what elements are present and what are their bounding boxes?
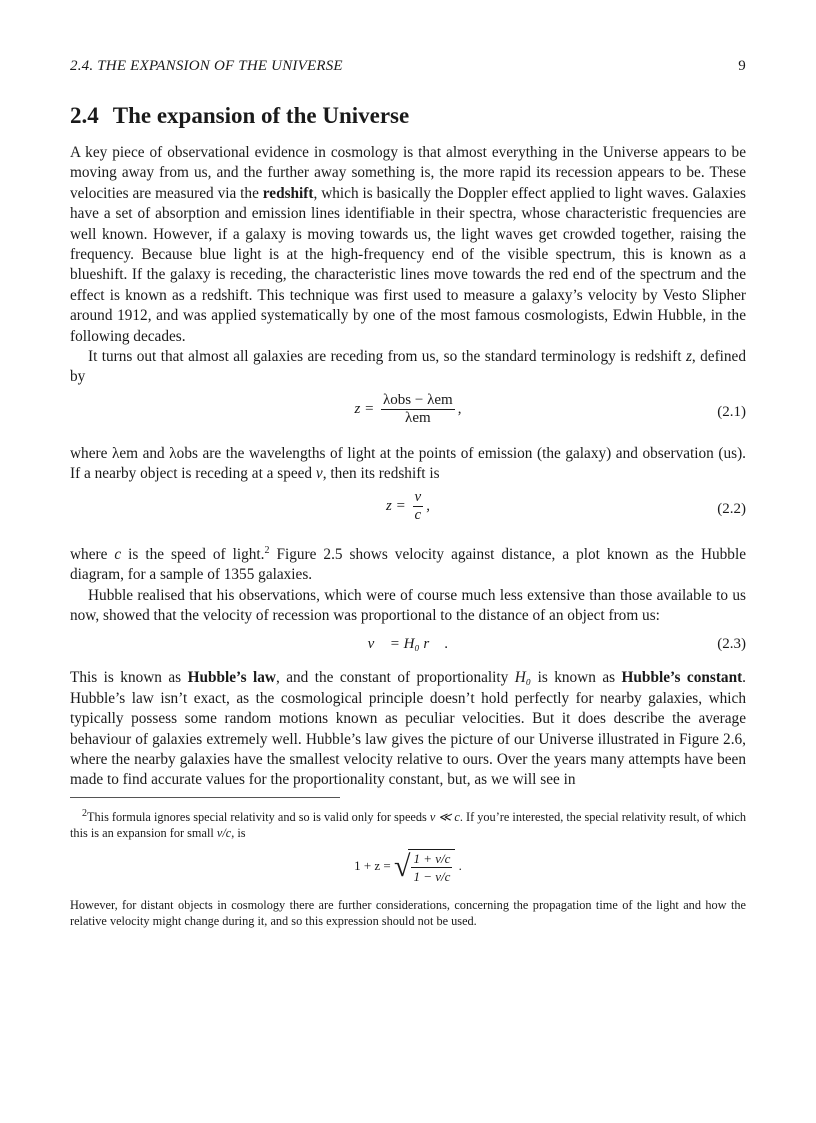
page xyxy=(70,58,746,929)
paragraph-redshift: A key piece of observational evidence in cosmology is that almost everything in the Universe appears to be moving away from us, and the further away something is, the more rapid its recession appears to be. These velocities are measured via the redshift, which is basically the Doppler effect applied to light waves. Galaxies have a set of absorption and emission lines identifiable in their spectra, whose characteristic frequencies are well known. However, if a galaxy is moving towards us, the light waves get crowded together, raising the frequency. Because blue light is at the high-frequency end of the visible spectrum, this is known as a blueshift. If the galaxy is receding, the characteristic lines move towards the red end of the spectrum and the effect is known as a redshift. This technique was first used to measure a galaxy’s velocity by Vesto Slipher around 1912, and was applied systematically by one of the most famous cosmologists, Edwin Hubble, in the following decades. xyxy=(70,144,746,345)
equation-label: (2.2) xyxy=(717,500,746,517)
section-number: 2.4 xyxy=(70,103,99,128)
footnote-ref: 2 xyxy=(264,544,270,556)
footnote-equation: 1 + z = √ $\frac{1 + v/c}{1 - v/c}$ . xyxy=(354,849,462,884)
footnote-mark: 2 xyxy=(82,807,87,819)
paragraph-speed-of-light: where c is the speed of light.$^2$ Figure 2.5 shows velocity against distance, a plot known as the Hubble diagram, for a sample of 1355 galaxies. xyxy=(70,544,746,584)
equation-label: (2.1) xyxy=(717,403,746,420)
section-heading xyxy=(70,103,746,129)
page-number: 9 xyxy=(738,58,746,74)
paragraph-hubble-law: This is known as Hubble’s law, and the constant of proportionality H₀ is known as Hubble’s constant. Hubble’s law isn’t exact, as the cosmological principle doesn’t hold perfectly for nearby galaxies, which typically possess some random motions known as peculiar velocities. But it does describe the average behaviour of galaxies extremely well. Hubble’s law gives the picture of our Universe illustrated in Figure 2.6, where the nearby galaxies have the smallest velocity relative to ours. Over the years many attempts have been made to find accurate values for the proportionality constant, but, as we will see in xyxy=(70,669,746,789)
footnote: $^2$This formula ignores special relativity and so is valid only for speeds v ≪ c. If you’re interested, the special relativity result, of which this is an expansion for small v/c, is 1 + z = √ $\frac{1 + v/c}{1 - v/c}$ . However, for distant objects in cosmology there are further considerations, concerning the propagation time of the light and how the relative velocity might change during it, and so this expression should not be used. xyxy=(70,807,746,928)
equation-label: (2.3) xyxy=(717,636,746,653)
equation-2-2: z = $\frac{v}{c}$ , (2.2) xyxy=(386,488,746,523)
running-header xyxy=(70,58,746,75)
paragraph-hubble-proportional: Hubble realised that his observations, which were of course much less extensive than those available to us now, showed that the velocity of recession was proportional to the distance of an object from us: xyxy=(70,586,746,624)
paragraph-wavelengths: where λem and λobs are the wavelengths of light at the points of emission (the galaxy) and observation (us). If a nearby object is receding at a speed v, then its redshift is xyxy=(70,444,746,483)
equation-2-3: v⃗ = H₀ r⃗ . (2.3) xyxy=(367,636,746,653)
equation-2-1: z = $\frac{\text{λobs − λem}}{\text{λem}}$ , (2.1) xyxy=(354,391,746,426)
running-title: 2.4. THE EXPANSION OF THE UNIVERSE xyxy=(70,58,343,74)
section-title: The expansion of the Universe xyxy=(112,103,410,128)
footnote-rule xyxy=(70,797,340,798)
paragraph-terminology: It turns out that almost all galaxies are receding from us, so the standard terminology is redshift z, defined by xyxy=(70,348,746,386)
